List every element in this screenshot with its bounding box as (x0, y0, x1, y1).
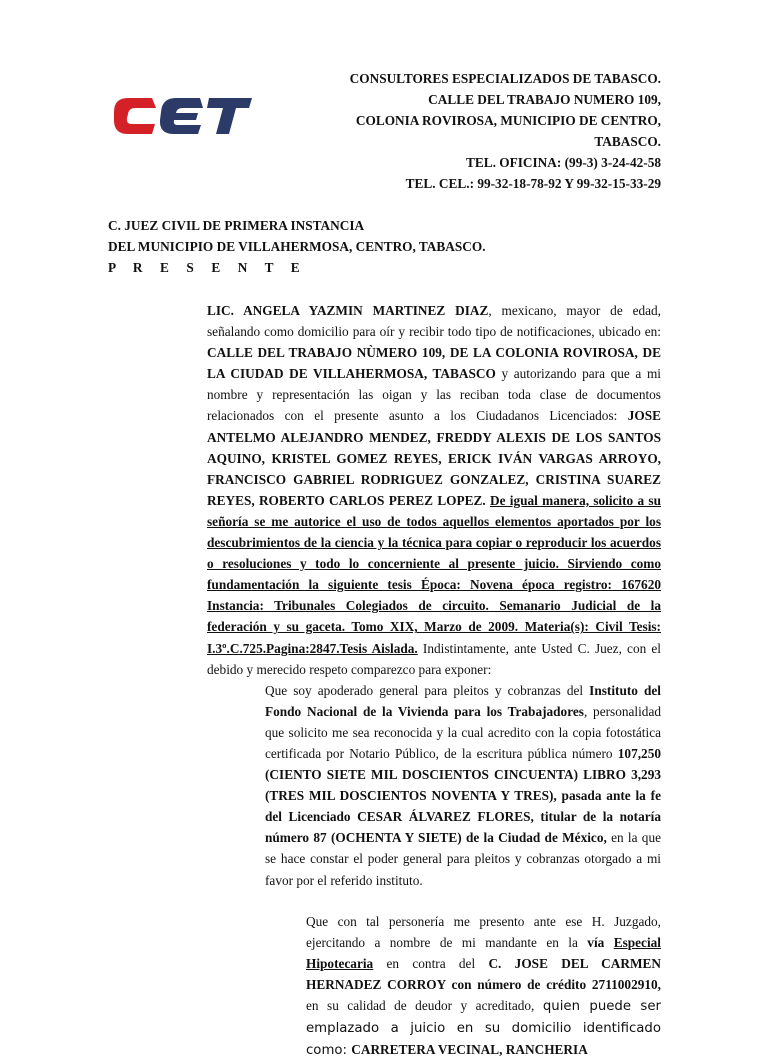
addressee-presente: P R E S E N T E (108, 260, 307, 276)
p3-text-2: en contra del (373, 955, 489, 971)
company-street: CALLE DEL TRABAJO NUMERO 109, (428, 92, 661, 108)
office-phone: TEL. OFICINA: (99-3) 3-24-42-58 (465, 155, 661, 171)
p1-text-1: , mexicano, mayor de edad, señalando como domicilio para oír y recibir todo tipo de notificaciones, ubicado en: (207, 303, 661, 340)
addressee-line-2: DEL MUNICIPIO DE VILLAHERMOSA, CENTRO, TABASCO. (108, 239, 486, 255)
via-label: vía (587, 934, 614, 950)
company-colony: COLONIA ROVIROSA, MUNICIPIO DE CENTRO, (355, 113, 661, 129)
plaintiff-address: CALLE DEL TRABAJO NÙMERO 109, DE LA COLONIA ROVIROSA, DE LA CIUDAD DE VILLAHERMOSA, TABASCO (207, 345, 661, 382)
company-logo (112, 94, 254, 138)
plaintiff-name: LIC. ANGELA YAZMIN MARTINEZ DIAZ (207, 303, 489, 318)
institute-name: Instituto del Fondo Nacional de la Vivienda para los Trabajadores (265, 682, 661, 719)
p2-text-2: , personalidad que solicito me sea reconocida y la cual acredito con la copia fotostática certificada por Notario Público, de la escritura pública número (265, 703, 661, 761)
cell-phone: TEL. CEL.: 99-32-18-78-92 Y 99-32-15-33-29 (405, 176, 661, 192)
paragraph-gap (108, 891, 661, 911)
letterhead (300, 68, 661, 195)
company-name: CONSULTORES ESPECIALIZADOS DE TABASCO. (349, 71, 661, 86)
deed-details: 107,250 (CIENTO SIETE MIL DOSCIENTOS CINCUENTA) LIBRO 3,293 (TRES MIL DOSCIENTOS NOVENTA Y TRES), pasada ante la fe del Licenciado CESAR ÁLVAREZ FLORES, titular de la notaría número 87 (OCHENTA Y SIETE) de la Ciudad de México, (265, 745, 661, 846)
paragraph-1 (108, 300, 661, 680)
p1-text-3: Indistintamente, ante Usted C. Juez, con el debido y merecido respeto comparezco para exponer: (207, 640, 661, 677)
p2-text-1: Que soy apoderado general para pleitos y cobranzas del (265, 682, 590, 698)
document-body (108, 300, 661, 1061)
via-type: Especial Hipotecaria (306, 934, 661, 971)
p3-text-1: Que con tal personería me presento ante ese H. Juzgado, ejercitando a nombre de mi mandante en la (306, 913, 661, 950)
p3-text-3: en su calidad de deudor y acreditado, (306, 998, 543, 1013)
addressee-line-1: C. JUEZ CIVIL DE PRIMERA INSTANCIA (108, 218, 365, 233)
debtor-details: C. JOSE DEL CARMEN HERNADEZ CORROY con número de crédito 2711002910, (306, 955, 661, 992)
debtor-location: CARRETERA VECINAL, RANCHERIA (351, 1042, 588, 1058)
technology-request-thesis: De igual manera, solicito a su señoría se me autorice el uso de todos aquellos elementos aportados por los descubrimientos de la ciencia y la técnica para copiar o reproducir los acuerdos o resoluciones y todo lo concerniente al presente juicio. Sirviendo como fundamentación la siguiente tesis Época: Novena época registro: 167620 Instancia: Tribunales Colegiados de circuito. Semanario Judicial de la federación y su gaceta. Tomo XIX, Marzo de 2009. Materia(s): Civil Tesis: I.3º.C.725.Pagina:2847.Tesis Aislada. (207, 492, 661, 656)
company-state: TABASCO. (594, 134, 661, 150)
p3-text-4: quien puede ser emplazado a juicio en su domicilio identificado como: (306, 999, 661, 1059)
paragraph-2 (108, 680, 661, 891)
paragraph-3 (108, 911, 661, 1061)
p1-text-2: y autorizando para que a mi nombre y representación las oigan y las reciban toda clase de documentos relacionados con el presente asunto a los Ciudadanos Licenciados: (207, 366, 661, 424)
authorized-lawyers: JOSE ANTELMO ALEJANDRO MENDEZ, FREDDY ALEXIS DE LOS SANTOS AQUINO, KRISTEL GOMEZ REYES, ERICK IVÁN VARGAS ARROYO, FRANCISCO GABRIEL RODRIGUEZ GONZALEZ, CRISTINA SUAREZ REYES, ROBERTO CARLOS PEREZ LOPEZ. (207, 408, 661, 508)
p2-text-3: en la que se hace constar el poder general para pleitos y cobranzas otorgado a mi favor por el referido instituto. (265, 830, 662, 888)
addressee-block (108, 215, 668, 278)
